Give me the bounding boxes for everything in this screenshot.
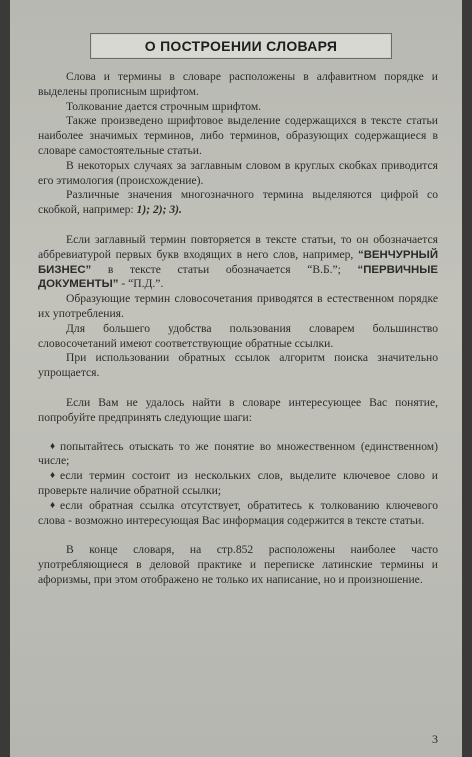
book-page (10, 0, 462, 757)
paragraph-abbreviation (38, 233, 438, 292)
paragraph-interpretation-font: Толкование дается строчным шрифтом. (66, 99, 262, 113)
page-body (38, 70, 438, 588)
step-text: попытайтесь отыскать то же понятие во множественном (единственном) числе; (38, 439, 438, 468)
steps-list (38, 440, 438, 529)
abbreviation-end-text: - “П.Д.”. (121, 277, 164, 291)
paragraph-latin-terms: В конце словаря, на стр.852 расположены наиболее часто употребляющиеся в деловой практике и переписке латинские термины и афоризмы, при этом отображено не только их написание, но и произношение. (38, 543, 438, 586)
list-item (38, 440, 438, 470)
example-term-primary-docs: “ПЕРВИЧНЫЕ ДОКУМЕНТЫ” (38, 263, 438, 291)
paragraph-font-highlighting: Также произведено шрифтовое выделение содержащихся в тексте статьи наиболее значимых терминов, либо терминов, образующих содержащиеся в словаре самостоятельные статьи. (38, 114, 438, 157)
paragraph-etymology: В некоторых случаях за заглавным словом в круглых скобках приводится его этимология (происхождение). (38, 158, 438, 187)
diamond-bullet-icon: ♦ (50, 470, 56, 482)
numbering-example: 1); 2); 3). (136, 203, 182, 217)
abbreviation-middle-text: в тексте статьи обозначается “В.Б.”; (107, 262, 341, 276)
diamond-bullet-icon: ♦ (50, 440, 56, 452)
multiple-meanings-text: Различные значения многозначного термина выделяются цифрой со скобкой, например: (38, 188, 438, 217)
paragraph-alphabetical-order: Слова и термины в словаре расположены в алфавитном порядке и выделены прописным шрифтом. (38, 70, 438, 98)
paragraph-natural-order: Образующие термин словосочетания приводятся в естественном порядке их употребления. (38, 292, 438, 320)
paragraph-cross-references: Для большего удобства пользования словарем большинство словосочетаний имеют соответствующие обратные ссылки. (38, 321, 438, 350)
example-term-venture: “ВЕНЧУРНЫЙ БИЗНЕС” (38, 248, 439, 276)
page-number: 3 (432, 732, 438, 746)
paragraph-multiple-meanings (38, 188, 438, 218)
step-text: если термин состоит из нескольких слов, выделите ключевое слово и проверьте наличие обратной ссылки; (38, 469, 438, 497)
paragraph-not-found: Если Вам не удалось найти в словаре интересующее Вас понятие, попробуйте предпринять следующие шаги: (38, 395, 438, 424)
section-title: О ПОСТРОЕНИИ СЛОВАРЯ (144, 38, 338, 54)
abbreviation-text: Если заглавный термин повторяется в тексте статьи, то он обозначается аббревиатурой первых букв входящих в него слов, например, (38, 232, 438, 261)
step-text: если обратная ссылка отсутствует, обратитесь к толкованию ключевого слова - возможно интересующая Вас информация содержится в тексте статьи. (38, 498, 438, 527)
diamond-bullet-icon: ♦ (50, 499, 56, 511)
list-item (38, 499, 438, 529)
list-item (38, 469, 438, 499)
paragraph-search-algorithm: При использовании обратных ссылок алгоритм поиска значительно упрощается. (38, 351, 438, 380)
section-header (90, 33, 392, 59)
